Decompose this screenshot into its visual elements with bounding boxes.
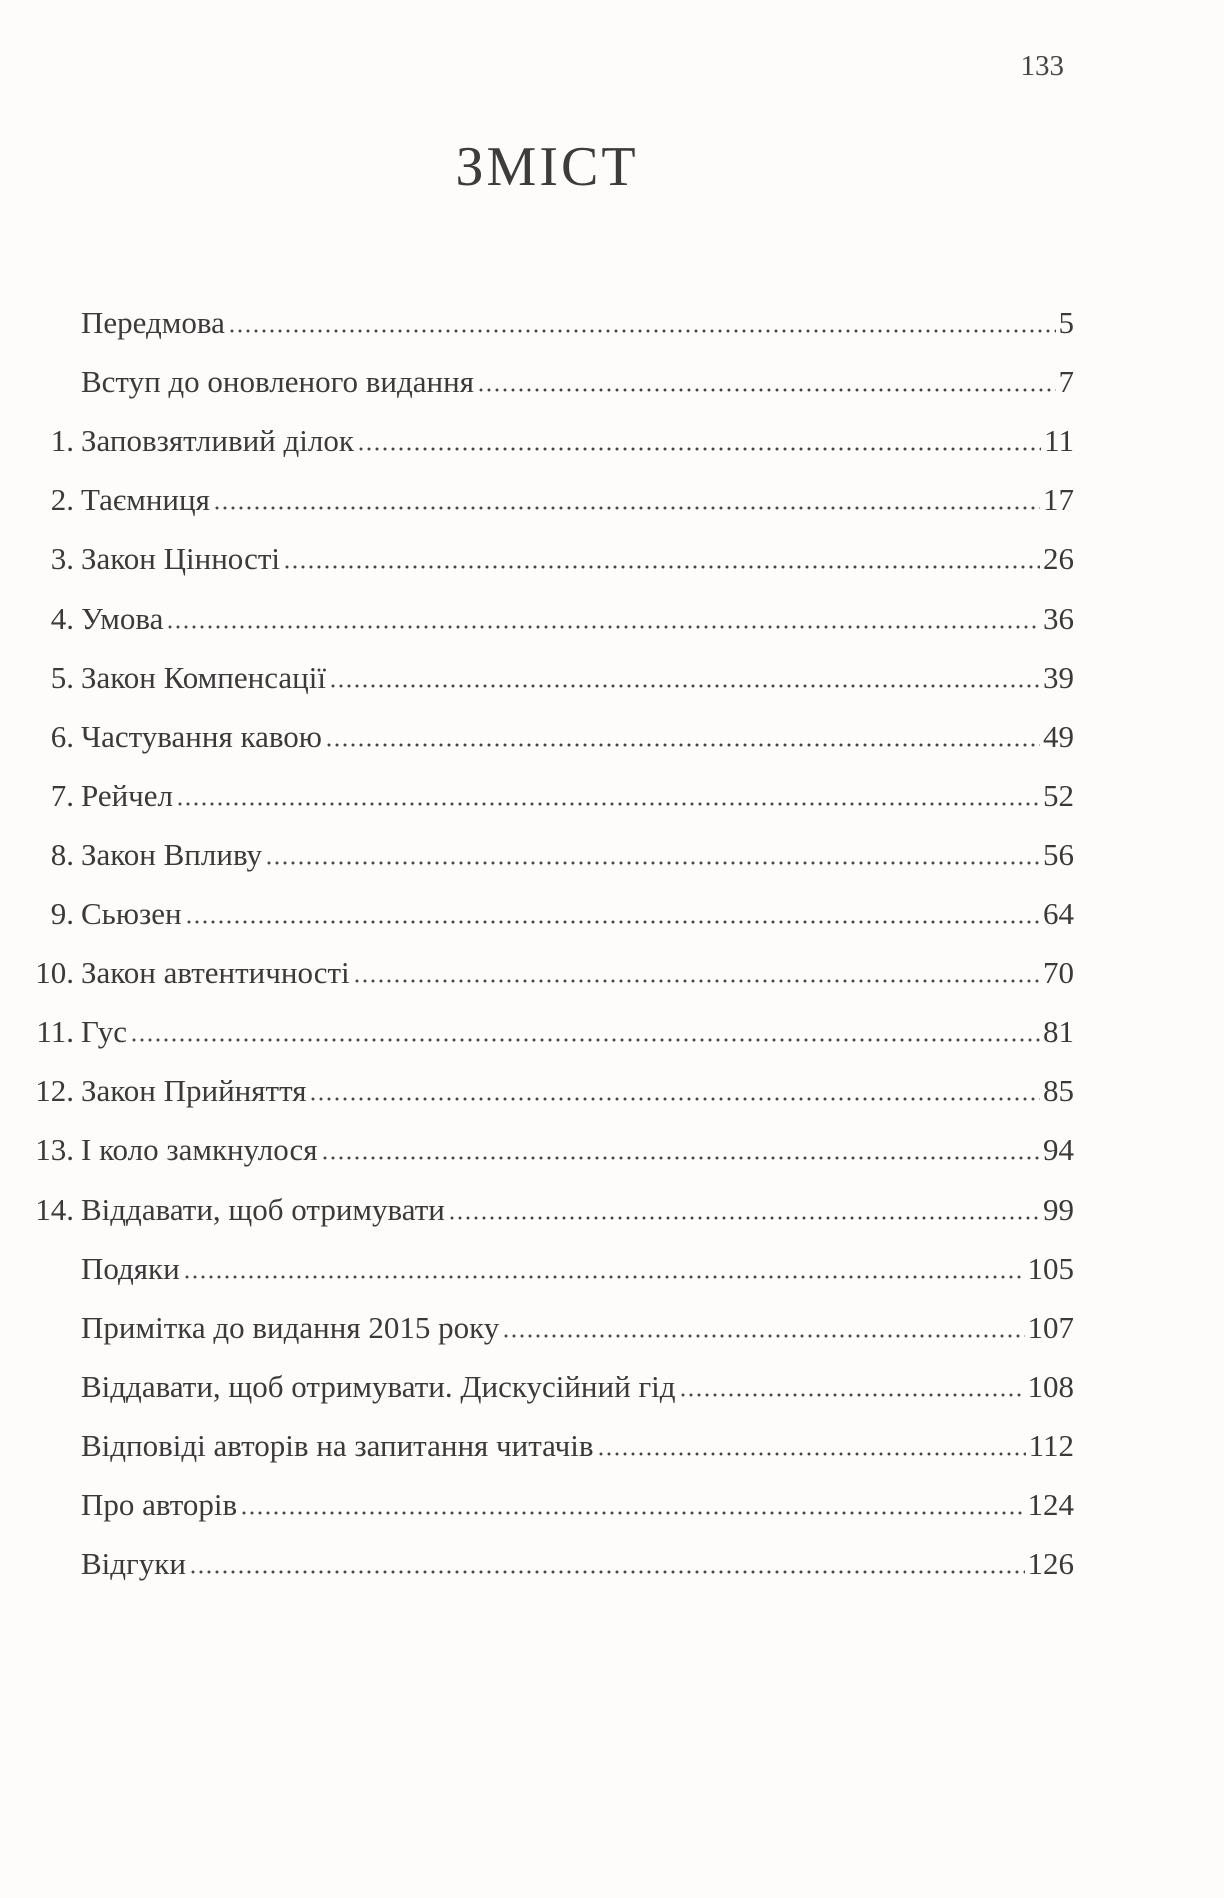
chapter-number: 4. (50, 600, 74, 636)
entry-page: 70 (1043, 955, 1074, 991)
dot-leader (357, 447, 1041, 451)
entry-page: 126 (1027, 1546, 1074, 1582)
dot-leader (130, 1038, 1040, 1042)
dot-leader (329, 684, 1040, 688)
entry-title: Передмова (81, 305, 225, 340)
toc-entry (0, 1487, 1074, 1535)
chapter-number: 13. (35, 1132, 74, 1168)
entry-page: 39 (1043, 659, 1074, 695)
entry-title: Умова (81, 600, 164, 636)
entry-title: Вступ до оновленого видання (81, 364, 474, 400)
chapter-number: 11. (36, 1014, 74, 1050)
toc-entry (0, 423, 1074, 471)
toc-entry (0, 1014, 1074, 1062)
dot-leader (309, 1097, 1040, 1101)
entry-title: Таємниця (81, 482, 210, 518)
toc-entry (0, 1192, 1074, 1240)
chapter-number: 1. (50, 423, 74, 459)
toc-entry (0, 1251, 1074, 1299)
dot-leader (183, 1275, 1025, 1279)
entry-page: 11 (1044, 423, 1074, 459)
entry-title: Про авторів (81, 1487, 238, 1522)
entry-page: 94 (1043, 1132, 1074, 1168)
chapter-number: 3. (50, 541, 74, 577)
entry-title: І коло замкнулося (81, 1132, 318, 1168)
dot-leader (240, 1511, 1024, 1515)
toc-entry (0, 1073, 1074, 1121)
entry-page: 105 (1027, 1250, 1074, 1286)
chapter-number: 2. (50, 482, 74, 518)
entry-title: Примітка до видання 2015 року (81, 1309, 500, 1345)
entry-title: Закон Цінності (81, 541, 280, 577)
chapter-number: 6. (50, 718, 74, 754)
entry-title: Подяки (81, 1250, 180, 1286)
entry-page: 49 (1043, 718, 1074, 754)
dot-leader (283, 565, 1040, 569)
toc-entry (0, 896, 1074, 944)
chapter-number: 12. (35, 1073, 74, 1109)
entry-page: 17 (1043, 482, 1074, 518)
dot-leader (679, 1393, 1025, 1397)
toc-entry (0, 778, 1074, 826)
entry-page: 36 (1043, 600, 1074, 636)
entry-title: Закон автентичності (81, 955, 350, 991)
toc-entry (0, 1369, 1074, 1417)
entry-page: 81 (1043, 1014, 1074, 1050)
entry-title: Рейчел (81, 777, 174, 813)
entry-page: 85 (1043, 1073, 1074, 1109)
entry-page: 7 (1058, 364, 1074, 400)
dot-leader (353, 979, 1040, 983)
toc-entry (0, 1428, 1074, 1476)
dot-leader (228, 329, 1056, 333)
chapter-number: 9. (50, 896, 74, 931)
entry-title: Відгуки (81, 1546, 186, 1582)
entry-page: 64 (1043, 896, 1074, 931)
entry-title: Віддавати, щоб отримувати. Дискусійний гід (81, 1368, 676, 1404)
entry-page: 107 (1027, 1309, 1074, 1345)
dot-leader (213, 506, 1040, 510)
entry-title: Гус (81, 1014, 128, 1050)
entry-title: Закон Впливу (81, 836, 263, 872)
entry-page: 108 (1027, 1368, 1074, 1404)
toc-entry (0, 482, 1074, 530)
page-title: ЗМІСТ (455, 136, 639, 198)
entry-page: 56 (1043, 836, 1074, 872)
entry-page: 112 (1028, 1427, 1074, 1463)
entry-title: Закон Прийняття (81, 1073, 307, 1109)
chapter-number: 10. (35, 955, 74, 991)
toc-entry (0, 1546, 1074, 1594)
chapter-number: 8. (50, 836, 74, 872)
entry-page: 26 (1043, 541, 1074, 577)
toc-entry (0, 601, 1074, 649)
dot-leader (502, 1334, 1024, 1338)
toc-entry (0, 955, 1074, 1003)
toc-entry (0, 305, 1074, 353)
chapter-number: 14. (35, 1191, 74, 1227)
dot-leader (321, 1156, 1040, 1160)
entry-title: Відповіді авторів на запитання читачів (81, 1427, 594, 1463)
toc-entry (0, 1310, 1074, 1358)
toc-entry (0, 364, 1074, 412)
toc-entry (0, 1132, 1074, 1180)
entry-page: 124 (1027, 1487, 1074, 1522)
entry-title: Закон Компенсації (81, 659, 326, 695)
dot-leader (477, 388, 1056, 392)
entry-title: Віддавати, щоб отримувати (81, 1191, 445, 1227)
toc-entry (0, 660, 1074, 708)
dot-leader (185, 920, 1040, 924)
page-number: 133 (1020, 50, 1064, 82)
entry-page: 52 (1043, 777, 1074, 813)
dot-leader (176, 802, 1040, 806)
dot-leader (325, 743, 1040, 747)
dot-leader (597, 1452, 1026, 1456)
dot-leader (448, 1216, 1040, 1220)
entry-title: Частування кавою (81, 718, 322, 754)
toc-entry (0, 837, 1074, 885)
entry-page: 99 (1043, 1191, 1074, 1227)
dot-leader (265, 861, 1040, 865)
entry-page: 5 (1058, 305, 1074, 340)
dot-leader (166, 625, 1040, 629)
dot-leader (189, 1570, 1025, 1574)
toc-entry (0, 719, 1074, 767)
chapter-number: 7. (50, 777, 74, 813)
entry-title: Сьюзен (81, 896, 182, 931)
entry-title: Заповзятливий ділок (81, 423, 354, 459)
toc-entry (0, 541, 1074, 589)
chapter-number: 5. (50, 659, 74, 695)
